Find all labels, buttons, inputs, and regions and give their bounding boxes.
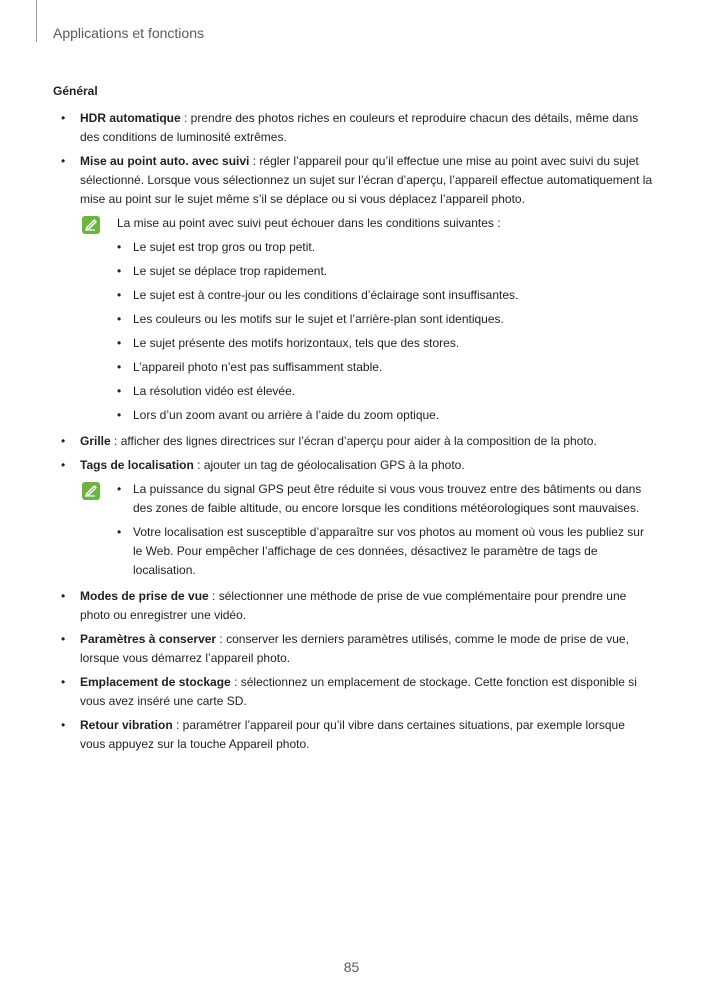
- bullet: •: [61, 675, 66, 689]
- page-number: 85: [343, 959, 360, 975]
- note-item-text: Le sujet présente des motifs horizontaux, tels que des stores.: [133, 336, 460, 350]
- bullet: •: [61, 718, 66, 732]
- item-text: : paramétrer l’appareil pour qu’il vibre dans certaines situations, par exemple lorsque vous appuyez sur la touche Appareil photo.: [80, 718, 625, 751]
- bullet: •: [117, 360, 122, 374]
- list-item: [53, 152, 653, 209]
- item-term: Grille: [80, 434, 111, 448]
- bullet: •: [61, 111, 66, 125]
- list-item: [53, 432, 653, 451]
- bullet: •: [117, 312, 122, 326]
- note-item: [117, 238, 653, 257]
- note-box: [53, 480, 653, 580]
- page-header: Applications et fonctions: [53, 25, 204, 41]
- list-item: [53, 716, 653, 754]
- note-box: [53, 214, 653, 425]
- item-term: Paramètres à conserver: [80, 632, 217, 646]
- note-icon: [81, 215, 101, 235]
- item-text: : prendre des photos riches en couleurs et reproduire chacun des détails, même dans des conditions de luminosité extrêmes.: [80, 111, 639, 144]
- bullet: •: [117, 408, 122, 422]
- note-item-text: L’appareil photo n’est pas suffisamment stable.: [133, 360, 383, 374]
- bullet: •: [117, 264, 122, 278]
- item-term: Retour vibration: [80, 718, 173, 732]
- note-item: [117, 262, 653, 281]
- list-item: [53, 587, 653, 625]
- item-term: HDR automatique: [80, 111, 181, 125]
- list-item: [53, 456, 653, 475]
- main-content: [53, 82, 653, 759]
- item-term: Emplacement de stockage: [80, 675, 231, 689]
- bullet: •: [117, 240, 122, 254]
- bullet: •: [117, 384, 122, 398]
- note-icon: [81, 481, 101, 501]
- item-text: : conserver les derniers paramètres utilisés, comme le mode de prise de vue, lorsque vous démarrez l’appareil photo.: [80, 632, 629, 665]
- note-item-text: La résolution vidéo est élevée.: [133, 384, 296, 398]
- note-item: [117, 523, 653, 580]
- note-item: [117, 358, 653, 377]
- bullet: •: [117, 482, 122, 496]
- list-item: [53, 630, 653, 668]
- item-text: : sélectionnez un emplacement de stockage. Cette fonction est disponible si vous avez inséré une carte SD.: [80, 675, 637, 708]
- section-title: Général: [53, 84, 98, 98]
- bullet: •: [61, 434, 66, 448]
- note-item: [117, 382, 653, 401]
- note-item-text: Le sujet se déplace trop rapidement.: [133, 264, 328, 278]
- item-term: Mise au point auto. avec suivi: [80, 154, 250, 168]
- item-text: : régler l’appareil pour qu’il effectue une mise au point avec suivi du sujet sélectionné. Lorsque vous sélectionnez un sujet sur l’écran d’aperçu, l’appareil effectue automatiquement la mise au point sur le sujet même s’il se déplace ou si vous déplacez l’appareil photo.: [80, 154, 653, 206]
- bullet: •: [117, 525, 122, 539]
- note-item: [117, 480, 653, 518]
- note-item-text: Le sujet est à contre-jour ou les conditions d’éclairage sont insuffisantes.: [133, 288, 519, 302]
- note-item-text: La puissance du signal GPS peut être réduite si vous vous trouvez entre des bâtiments ou dans des zones de faible altitude, ou encore lorsque les conditions météorologiques sont mauvaises.: [133, 482, 642, 515]
- note-item-text: Le sujet est trop gros ou trop petit.: [133, 240, 316, 254]
- note-item-text: Votre localisation est susceptible d’apparaître sur vos photos au moment où vous les publiez sur le Web. Pour empêcher l’affichage de ces données, désactivez le paramètre de tags de localisation.: [133, 525, 644, 577]
- bullet: •: [61, 458, 66, 472]
- list-item: [53, 673, 653, 711]
- bullet: •: [61, 589, 66, 603]
- item-text: : afficher des lignes directrices sur l’écran d’aperçu pour aider à la composition de la photo.: [110, 434, 597, 448]
- note-intro: La mise au point avec suivi peut échouer dans les conditions suivantes :: [117, 216, 501, 230]
- item-text: : ajouter un tag de géolocalisation GPS à la photo.: [193, 458, 465, 472]
- list-item: [53, 109, 653, 147]
- note-item-text: Les couleurs ou les motifs sur le sujet et l’arrière-plan sont identiques.: [133, 312, 504, 326]
- bullet: •: [117, 288, 122, 302]
- note-item-text: Lors d’un zoom avant ou arrière à l’aide du zoom optique.: [133, 408, 440, 422]
- bullet: •: [61, 154, 66, 168]
- item-text: : sélectionner une méthode de prise de vue complémentaire pour prendre une photo ou enregistrer une vidéo.: [80, 589, 627, 622]
- bullet: •: [61, 632, 66, 646]
- header-divider: [36, 0, 37, 42]
- note-item: [117, 286, 653, 305]
- item-term: Modes de prise de vue: [80, 589, 209, 603]
- note-item: [117, 406, 653, 425]
- note-item: [117, 334, 653, 353]
- note-item: [117, 310, 653, 329]
- item-term: Tags de localisation: [80, 458, 194, 472]
- bullet: •: [117, 336, 122, 350]
